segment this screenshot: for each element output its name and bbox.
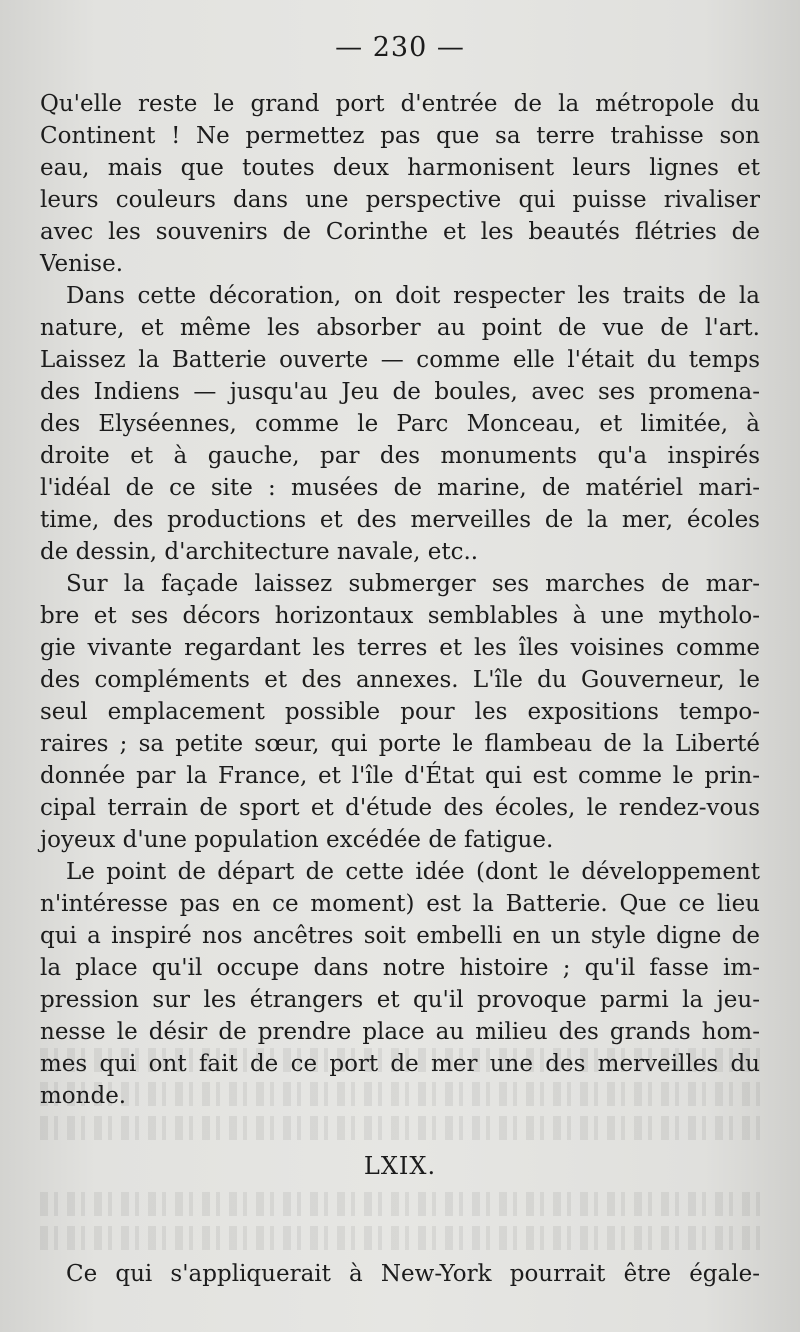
text-line: Sur la façade laissez submerger ses marches de mar- [66, 571, 760, 597]
text-line: qui a inspiré nos ancêtres soit embelli en un style digne de [40, 923, 760, 949]
text-line: eau, mais que toutes deux harmonisent leurs lignes et [40, 155, 760, 181]
final-text-line: Ce qui s'appliquerait à New-York pourrait être égale- [66, 1261, 760, 1287]
text-line: n'intéresse pas en ce moment) est la Batterie. Que ce lieu [40, 891, 760, 917]
text-line: de dessin, d'architecture navale, etc.. [40, 539, 479, 565]
text-line: Dans cette décoration, on doit respecter les traits de la [66, 283, 760, 309]
text-line: droite et à gauche, par des monuments qu'a inspirés [40, 443, 760, 469]
text-line: Laissez la Batterie ouverte — comme elle l'était du temps [40, 347, 760, 373]
text-line: donnée par la France, et l'île d'État qui est comme le prin- [40, 763, 760, 789]
text-line: raires ; sa petite sœur, qui porte le flambeau de la Liberté [40, 731, 760, 757]
body-text [40, 88, 760, 1112]
bleed-through-texture [40, 1116, 760, 1140]
text-line: Venise. [40, 251, 124, 277]
text-line: joyeux d'une population excédée de fatigue. [40, 827, 554, 853]
bleed-through-texture [40, 1192, 760, 1216]
text-line: avec les souvenirs de Corinthe et les beautés flétries de [40, 219, 760, 245]
text-line: pression sur les étrangers et qu'il provoque parmi la jeu- [40, 987, 760, 1013]
text-line: des Elyséennes, comme le Parc Monceau, et limitée, à [40, 411, 760, 437]
text-line: leurs couleurs dans une perspective qui puisse rivaliser [40, 187, 760, 213]
text-line: Qu'elle reste le grand port d'entrée de la métropole du [40, 91, 760, 117]
text-line: nature, et même les absorber au point de vue de l'art. [40, 315, 760, 341]
text-line: time, des productions et des merveilles de la mer, écoles [40, 507, 760, 533]
text-line: cipal terrain de sport et d'étude des écoles, le rendez-vous [40, 795, 760, 821]
text-line: bre et ses décors horizontaux semblables à une mytholo- [40, 603, 760, 629]
section-heading: LXIX. [363, 1152, 437, 1180]
text-line: des compléments et des annexes. L'île du Gouverneur, le [40, 667, 760, 693]
bleed-through-texture [40, 1226, 760, 1250]
text-line: seul emplacement possible pour les expositions tempo- [40, 699, 760, 725]
text-line: nesse le désir de prendre place au milieu des grands hom- [40, 1019, 760, 1045]
text-line: Le point de départ de cette idée (dont le développement [66, 859, 760, 885]
text-line: Continent ! Ne permettez pas que sa terre trahisse son [40, 123, 760, 149]
text-line: monde. [40, 1083, 127, 1109]
page-number: — 230 — [335, 32, 465, 63]
text-line: mes qui ont fait de ce port de mer une des merveilles du [40, 1051, 760, 1077]
text-line: la place qu'il occupe dans notre histoire ; qu'il fasse im- [40, 955, 760, 981]
text-line: gie vivante regardant les terres et les îles voisines comme [40, 635, 760, 661]
text-line: l'idéal de ce site : musées de marine, de matériel mari- [40, 475, 760, 501]
text-line: des Indiens — jusqu'au Jeu de boules, avec ses promena- [40, 379, 760, 405]
